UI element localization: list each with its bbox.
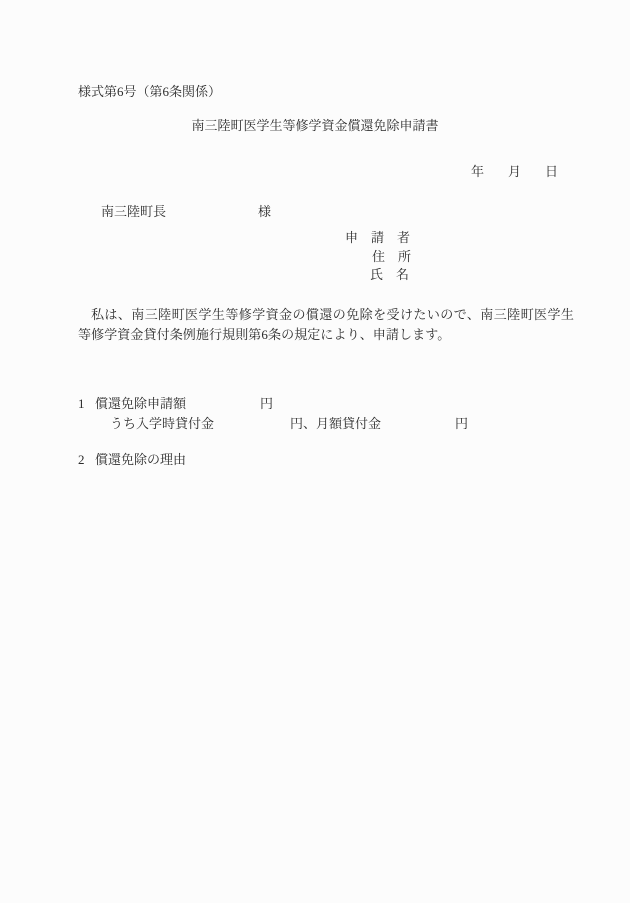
addressee-name: 南三陸町長 <box>101 204 167 219</box>
item-1-label: 償還免除申請額 <box>95 396 187 411</box>
addressee-honorific: 様 <box>258 204 272 219</box>
item-2-label: 償還免除の理由 <box>95 452 187 467</box>
date-year-label: 年 <box>471 164 485 179</box>
date-day-label: 日 <box>545 164 559 179</box>
item-2-number: 2 <box>78 452 85 467</box>
item-1-yen-label: 円 <box>260 396 274 411</box>
applicant-label: 申 請 者 <box>345 230 411 245</box>
document-title: 南三陸町医学生等修学資金償還免除申請書 <box>191 118 439 133</box>
body-paragraph: 私は、南三陸町医学生等修学資金の償還の免除を受けたいので、南三陸町医学生等修学資金貸付条例施行規則第6条の規定により、申請します。 <box>78 307 574 342</box>
item-1-sub-mid-label: 円、月額貸付金 <box>290 416 382 431</box>
date-line <box>458 151 558 193</box>
item-1-sub-yen-label: 円 <box>455 416 469 431</box>
applicant-name-label: 氏 名 <box>370 267 410 282</box>
date-month-label: 月 <box>508 164 522 179</box>
item-1-number: 1 <box>78 396 85 411</box>
form-number: 様式第6号（第6条関係） <box>78 84 222 99</box>
item-1-sub-label: うち入学時貸付金 <box>110 416 215 431</box>
applicant-address-label: 住 所 <box>372 249 412 264</box>
addressee-line <box>88 191 271 233</box>
